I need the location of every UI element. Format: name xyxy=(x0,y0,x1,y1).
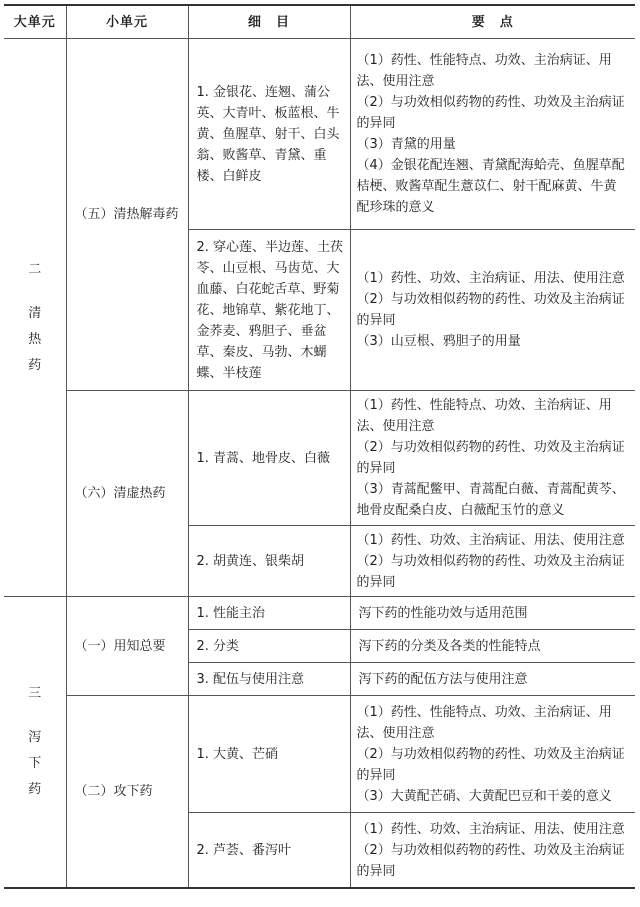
header-key-points: 要 点 xyxy=(350,5,635,39)
key-point: （1）药性、功效、主治病证、用法、使用注意 xyxy=(356,821,625,837)
syllabus-table xyxy=(4,4,635,889)
key-point: （3）青黛的用量 xyxy=(356,137,456,152)
major-unit-char: 药 xyxy=(28,782,42,797)
detail-cell: 2. 分类 xyxy=(188,630,350,663)
major-unit-char: 泻 xyxy=(28,730,42,745)
minor-unit-cell: （二）攻下药 xyxy=(66,696,188,889)
key-points-cell xyxy=(350,39,635,230)
detail-cell: 1. 青蒿、地骨皮、白薇 xyxy=(188,391,350,526)
key-point: （4）金银花配连翘、青黛配海蛤壳、鱼腥草配桔梗、败酱草配生薏苡仁、射干配麻黄、牛黄配珍珠的意义 xyxy=(356,158,625,215)
major-unit-char: 药 xyxy=(28,357,42,373)
table-row xyxy=(4,597,635,630)
key-point: （1）药性、功效、主治病证、用法、使用注意 xyxy=(356,271,625,286)
key-point: （1）药性、功效、主治病证、用法、使用注意 xyxy=(356,532,625,548)
key-points-cell: 泻下药的配伍方法与使用注意 xyxy=(350,663,635,696)
header-major-unit: 大单元 xyxy=(4,5,66,39)
major-unit-char: 下 xyxy=(28,756,42,771)
major-unit-number: 三 xyxy=(28,686,42,701)
key-points-cell: 泻下药的分类及各类的性能特点 xyxy=(350,630,635,663)
key-points-cell xyxy=(350,526,635,597)
detail-cell: 1. 金银花、连翘、蒲公英、大青叶、板蓝根、牛黄、鱼腥草、射干、白头翁、败酱草、青黛、重楼、白鲜皮 xyxy=(188,39,350,230)
detail-cell: 1. 大黄、芒硝 xyxy=(188,696,350,813)
header-minor-unit: 小单元 xyxy=(66,5,188,39)
detail-cell: 2. 穿心莲、半边莲、土茯苓、山豆根、马齿苋、大血藤、白花蛇舌草、野菊花、地锦草、紫花地丁、金荞麦、鸦胆子、垂盆草、秦皮、马勃、木蝴蝶、半枝莲 xyxy=(188,230,350,391)
key-points-cell xyxy=(350,813,635,889)
key-point: （2）与功效相似药物的药性、功效及主治病证的异同 xyxy=(356,95,625,131)
major-unit-cell xyxy=(4,597,66,889)
minor-unit-cell: （六）清虚热药 xyxy=(66,391,188,597)
key-point: （2）与功效相似药物的药性、功效及主治病证的异同 xyxy=(356,440,625,476)
key-points-cell xyxy=(350,230,635,391)
key-point: （2）与功效相似药物的药性、功效及主治病证的异同 xyxy=(356,292,625,328)
major-unit-char: 热 xyxy=(28,331,42,347)
major-unit-char: 清 xyxy=(28,305,42,321)
table-row xyxy=(4,391,635,526)
minor-unit-cell: （五）清热解毒药 xyxy=(66,39,188,391)
detail-cell: 2. 胡黄连、银柴胡 xyxy=(188,526,350,597)
key-points-cell xyxy=(350,696,635,813)
key-point: （2）与功效相似药物的药性、功效及主治病证的异同 xyxy=(356,842,625,879)
key-points-cell: 泻下药的性能功效与适用范围 xyxy=(350,597,635,630)
detail-cell: 1. 性能主治 xyxy=(188,597,350,630)
major-unit-cell xyxy=(4,39,66,597)
key-point: （1）药性、性能特点、功效、主治病证、用法、使用注意 xyxy=(356,398,612,434)
detail-cell: 3. 配伍与使用注意 xyxy=(188,663,350,696)
table-row xyxy=(4,696,635,813)
detail-cell: 2. 芦荟、番泻叶 xyxy=(188,813,350,889)
key-point: （3）青蒿配鳖甲、青蒿配白薇、青蒿配黄芩、地骨皮配桑白皮、白薇配玉竹的意义 xyxy=(356,482,625,518)
key-point: （3）大黄配芒硝、大黄配巴豆和干姜的意义 xyxy=(356,788,612,804)
header-detail: 细 目 xyxy=(188,5,350,39)
minor-unit-cell: （一）用知总要 xyxy=(66,597,188,696)
header-row xyxy=(4,5,635,39)
major-unit-number: 二 xyxy=(28,261,42,277)
key-point: （1）药性、性能特点、功效、主治病证、用法、使用注意 xyxy=(356,704,612,741)
table-row xyxy=(4,39,635,230)
key-point: （3）山豆根、鸦胆子的用量 xyxy=(356,334,521,349)
key-point: （1）药性、性能特点、功效、主治病证、用法、使用注意 xyxy=(356,53,612,89)
key-point: （2）与功效相似药物的药性、功效及主治病证的异同 xyxy=(356,553,625,590)
key-points-cell xyxy=(350,391,635,526)
key-point: （2）与功效相似药物的药性、功效及主治病证的异同 xyxy=(356,746,625,783)
